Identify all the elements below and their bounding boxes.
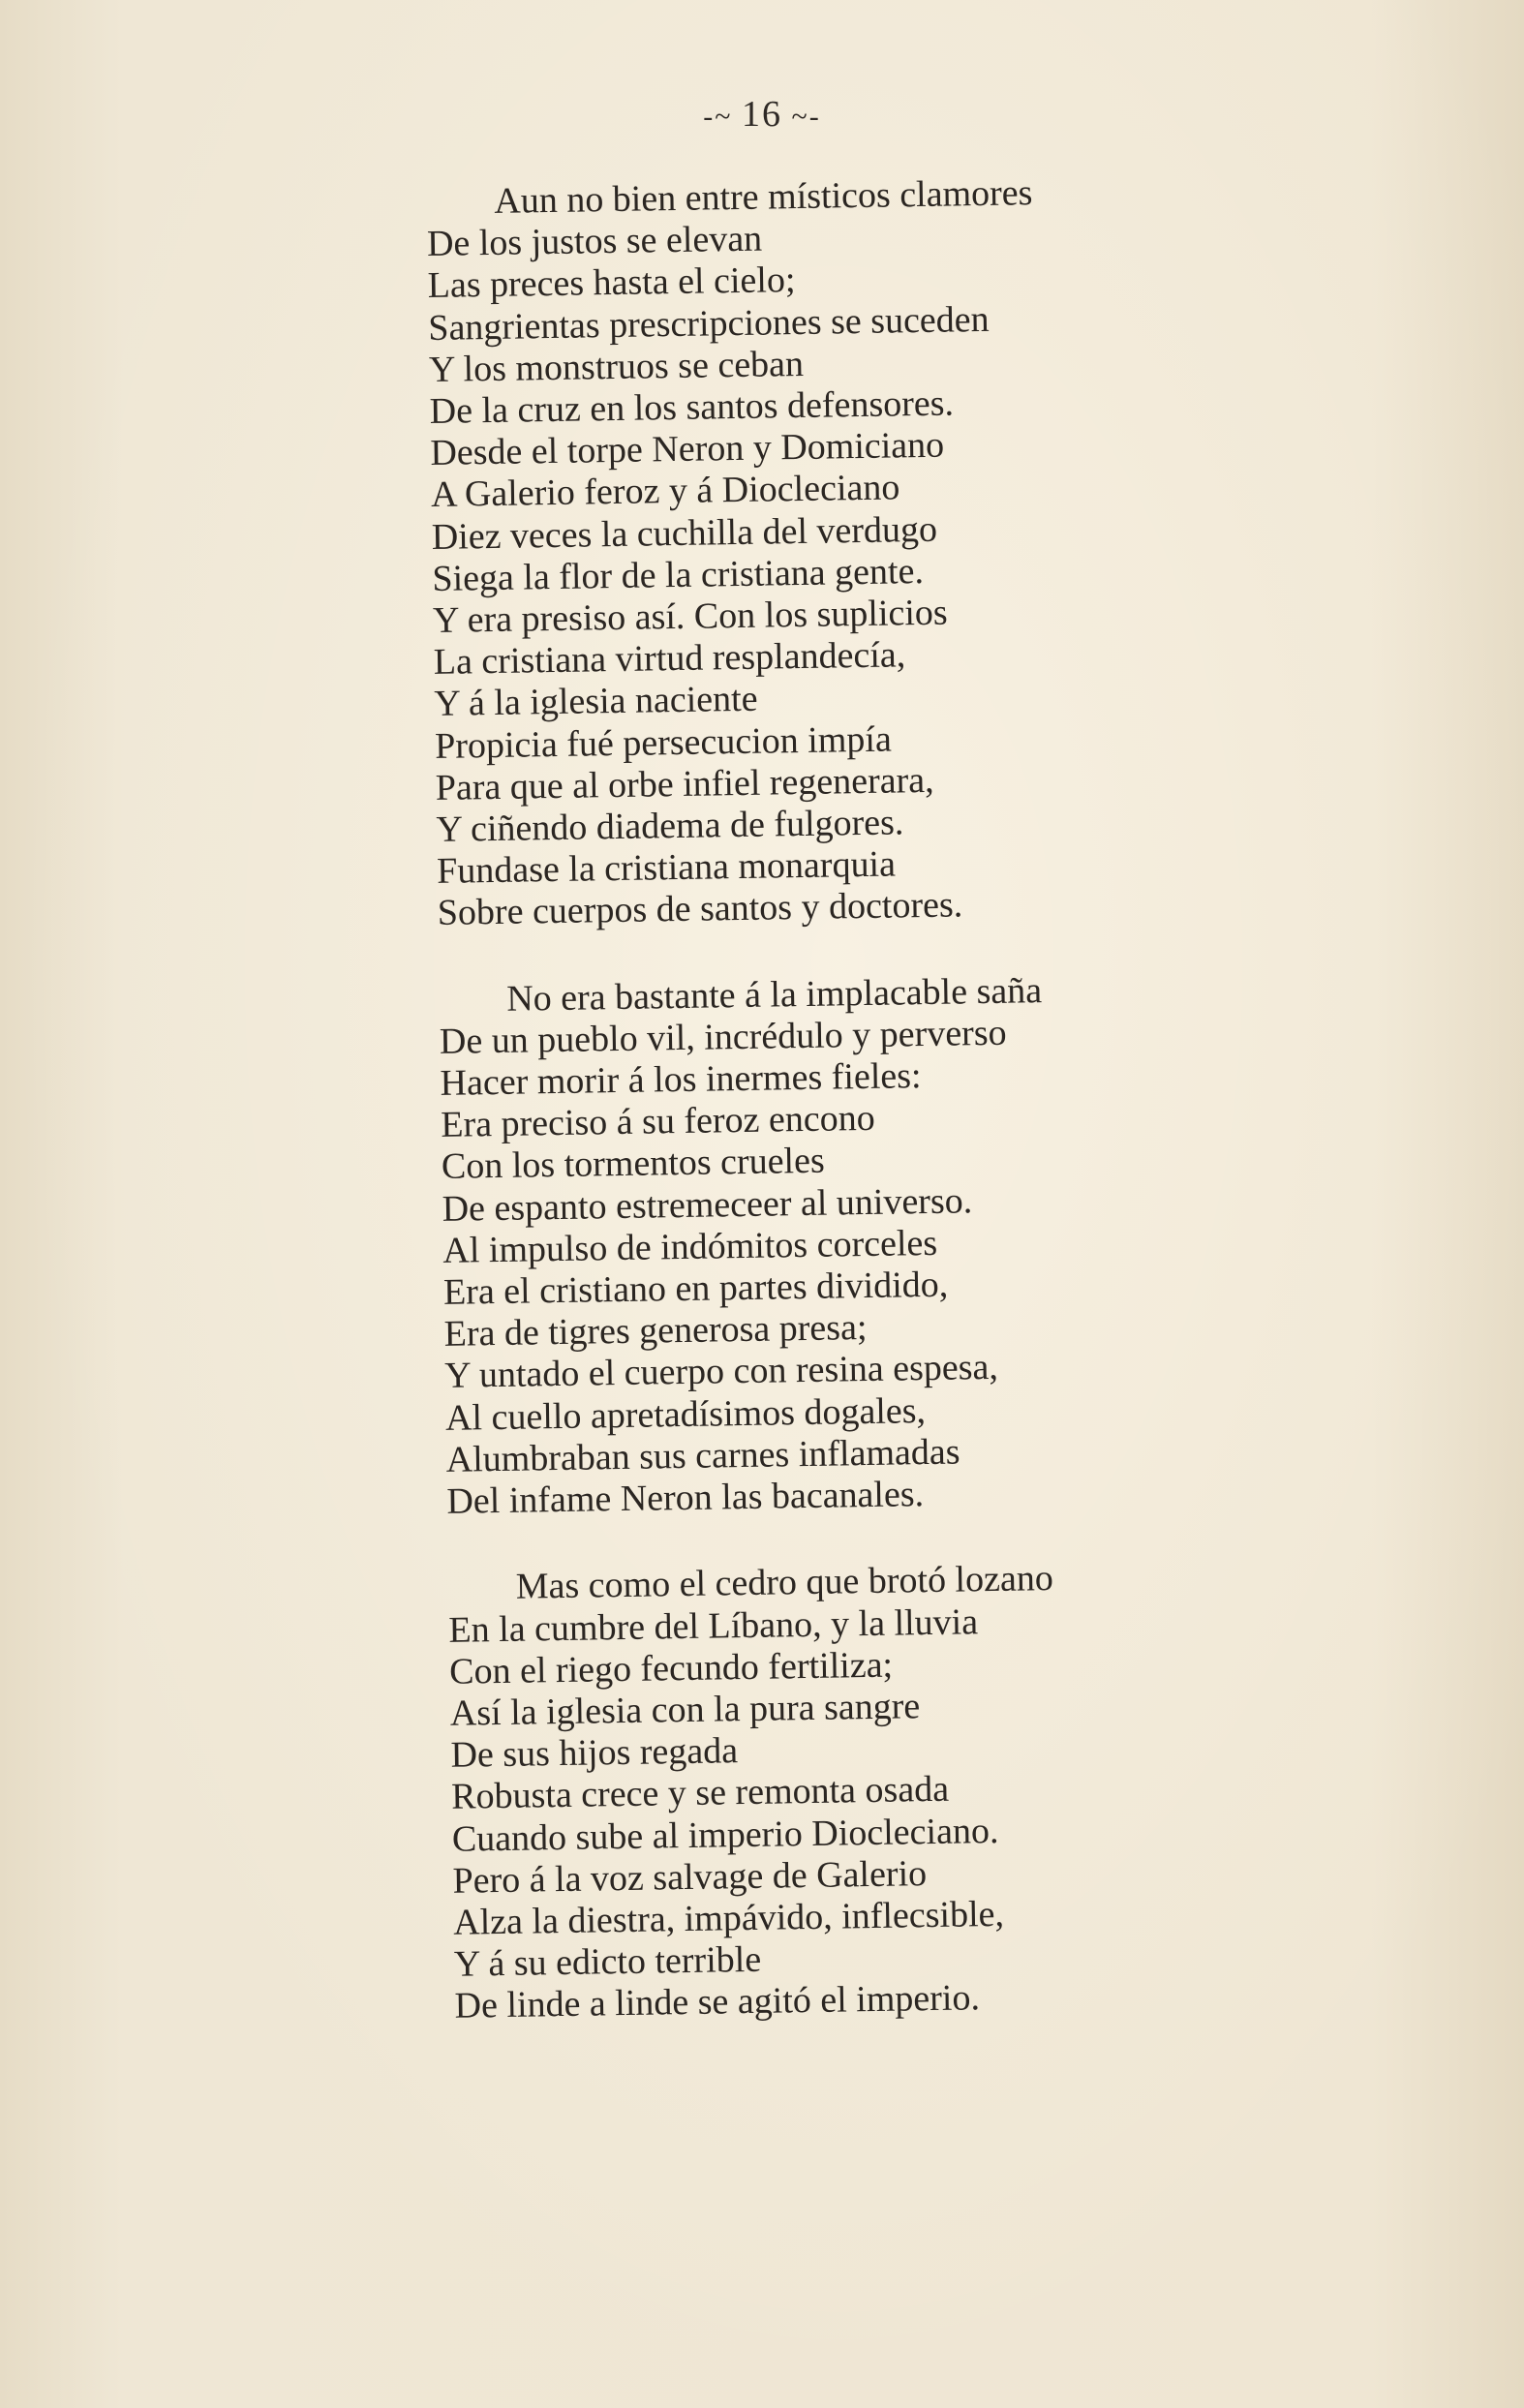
stanza-2 bbox=[439, 964, 1416, 1523]
verse-line: Y los monstruos se ceban bbox=[428, 343, 805, 390]
verse-line: Aun no bien entre místicos clamores bbox=[493, 172, 1033, 222]
verse-line: Al cuello apretadísimos dogales, bbox=[444, 1389, 927, 1439]
verse-line: Desde el torpe Neron y Domiciano bbox=[430, 424, 945, 474]
verse-line: En la cumbre del Líbano, y la lluvia bbox=[448, 1600, 979, 1651]
stanza-3 bbox=[447, 1552, 1422, 2027]
verse-line: Así la iglesia con la pura sangre bbox=[449, 1686, 921, 1734]
stanza-1 bbox=[426, 167, 1406, 934]
verse-line: Y á la iglesia naciente bbox=[434, 679, 758, 725]
verse-line: Siega la flor de la cristiana gente. bbox=[432, 550, 925, 599]
verse-line: Hacer morir á los inermes fieles: bbox=[440, 1055, 922, 1104]
verse-line: La cristiana virtud resplandecía, bbox=[433, 634, 906, 684]
verse-line: Y era presiso así. Con los suplicios bbox=[432, 592, 948, 641]
folio-ornament-right: ~- bbox=[782, 101, 821, 133]
verse-line: Era de tigres generosa presa; bbox=[443, 1307, 868, 1356]
verse-line: De espanto estremeceer al universo. bbox=[442, 1179, 973, 1230]
verse-line: Con el riego fecundo fertiliza; bbox=[448, 1644, 894, 1692]
verse-line: Al impulso de indómitos corceles bbox=[442, 1222, 938, 1271]
verse-line: Sobre cuerpos de santos y doctores. bbox=[437, 884, 963, 934]
page-number bbox=[0, 93, 1524, 136]
verse-line: Cuando sube al imperio Diocleciano. bbox=[451, 1810, 999, 1860]
verse-line: Propicia fué persecucion impía bbox=[434, 718, 893, 767]
verse-line: Pero á la voz salvage de Galerio bbox=[452, 1852, 928, 1902]
verse-line: Y untado el cuerpo con resina espesa, bbox=[444, 1347, 999, 1397]
verse-line: Robusta crece y se remonta osada bbox=[450, 1769, 950, 1818]
verse-line: Y ciñendo diadema de fulgores. bbox=[436, 802, 904, 850]
verse-line: Para que al orbe infiel regenerara, bbox=[435, 759, 934, 808]
verse-line: De sus hijos regada bbox=[450, 1730, 739, 1776]
verse-line: Con los tormentos crueles bbox=[441, 1141, 826, 1188]
verse-line: Y á su edicto terrible bbox=[453, 1938, 762, 1985]
verse-line: A Galerio feroz y á Diocleciano bbox=[430, 467, 900, 516]
verse-line: Alumbraban sus carnes inflamadas bbox=[445, 1431, 960, 1480]
poem-body bbox=[426, 167, 1424, 2072]
verse-line: Alza la diestra, impávido, inflecsible, bbox=[452, 1893, 1005, 1943]
verse-line: Diez veces la cuchilla del verdugo bbox=[431, 508, 938, 558]
verse-line: Era preciso á su feroz encono bbox=[440, 1098, 875, 1146]
folio-ornament-left: -~ bbox=[703, 101, 742, 133]
verse-line: De la cruz en los santos defensores. bbox=[429, 382, 955, 432]
verse-line: Fundase la cristiana monarquia bbox=[436, 843, 897, 893]
verse-line: Sangrientas prescripciones se suceden bbox=[428, 298, 990, 349]
verse-line: Era el cristiano en partes dividido, bbox=[442, 1264, 949, 1313]
verse-line: Las preces hasta el cielo; bbox=[427, 259, 796, 307]
verse-line: Mas como el cedro que brotó lozano bbox=[515, 1558, 1054, 1608]
page-number-value: 16 bbox=[742, 94, 782, 135]
verse-line: De los justos se elevan bbox=[426, 218, 763, 265]
verse-line: No era bastante á la implacable saña bbox=[505, 969, 1043, 1020]
verse-line: De un pueblo vil, incrédulo y perverso bbox=[439, 1012, 1007, 1062]
verse-line: Del infame Neron las bacanales. bbox=[446, 1474, 925, 1522]
verse-line: De linde a linde se agitó el imperio. bbox=[454, 1977, 981, 2027]
